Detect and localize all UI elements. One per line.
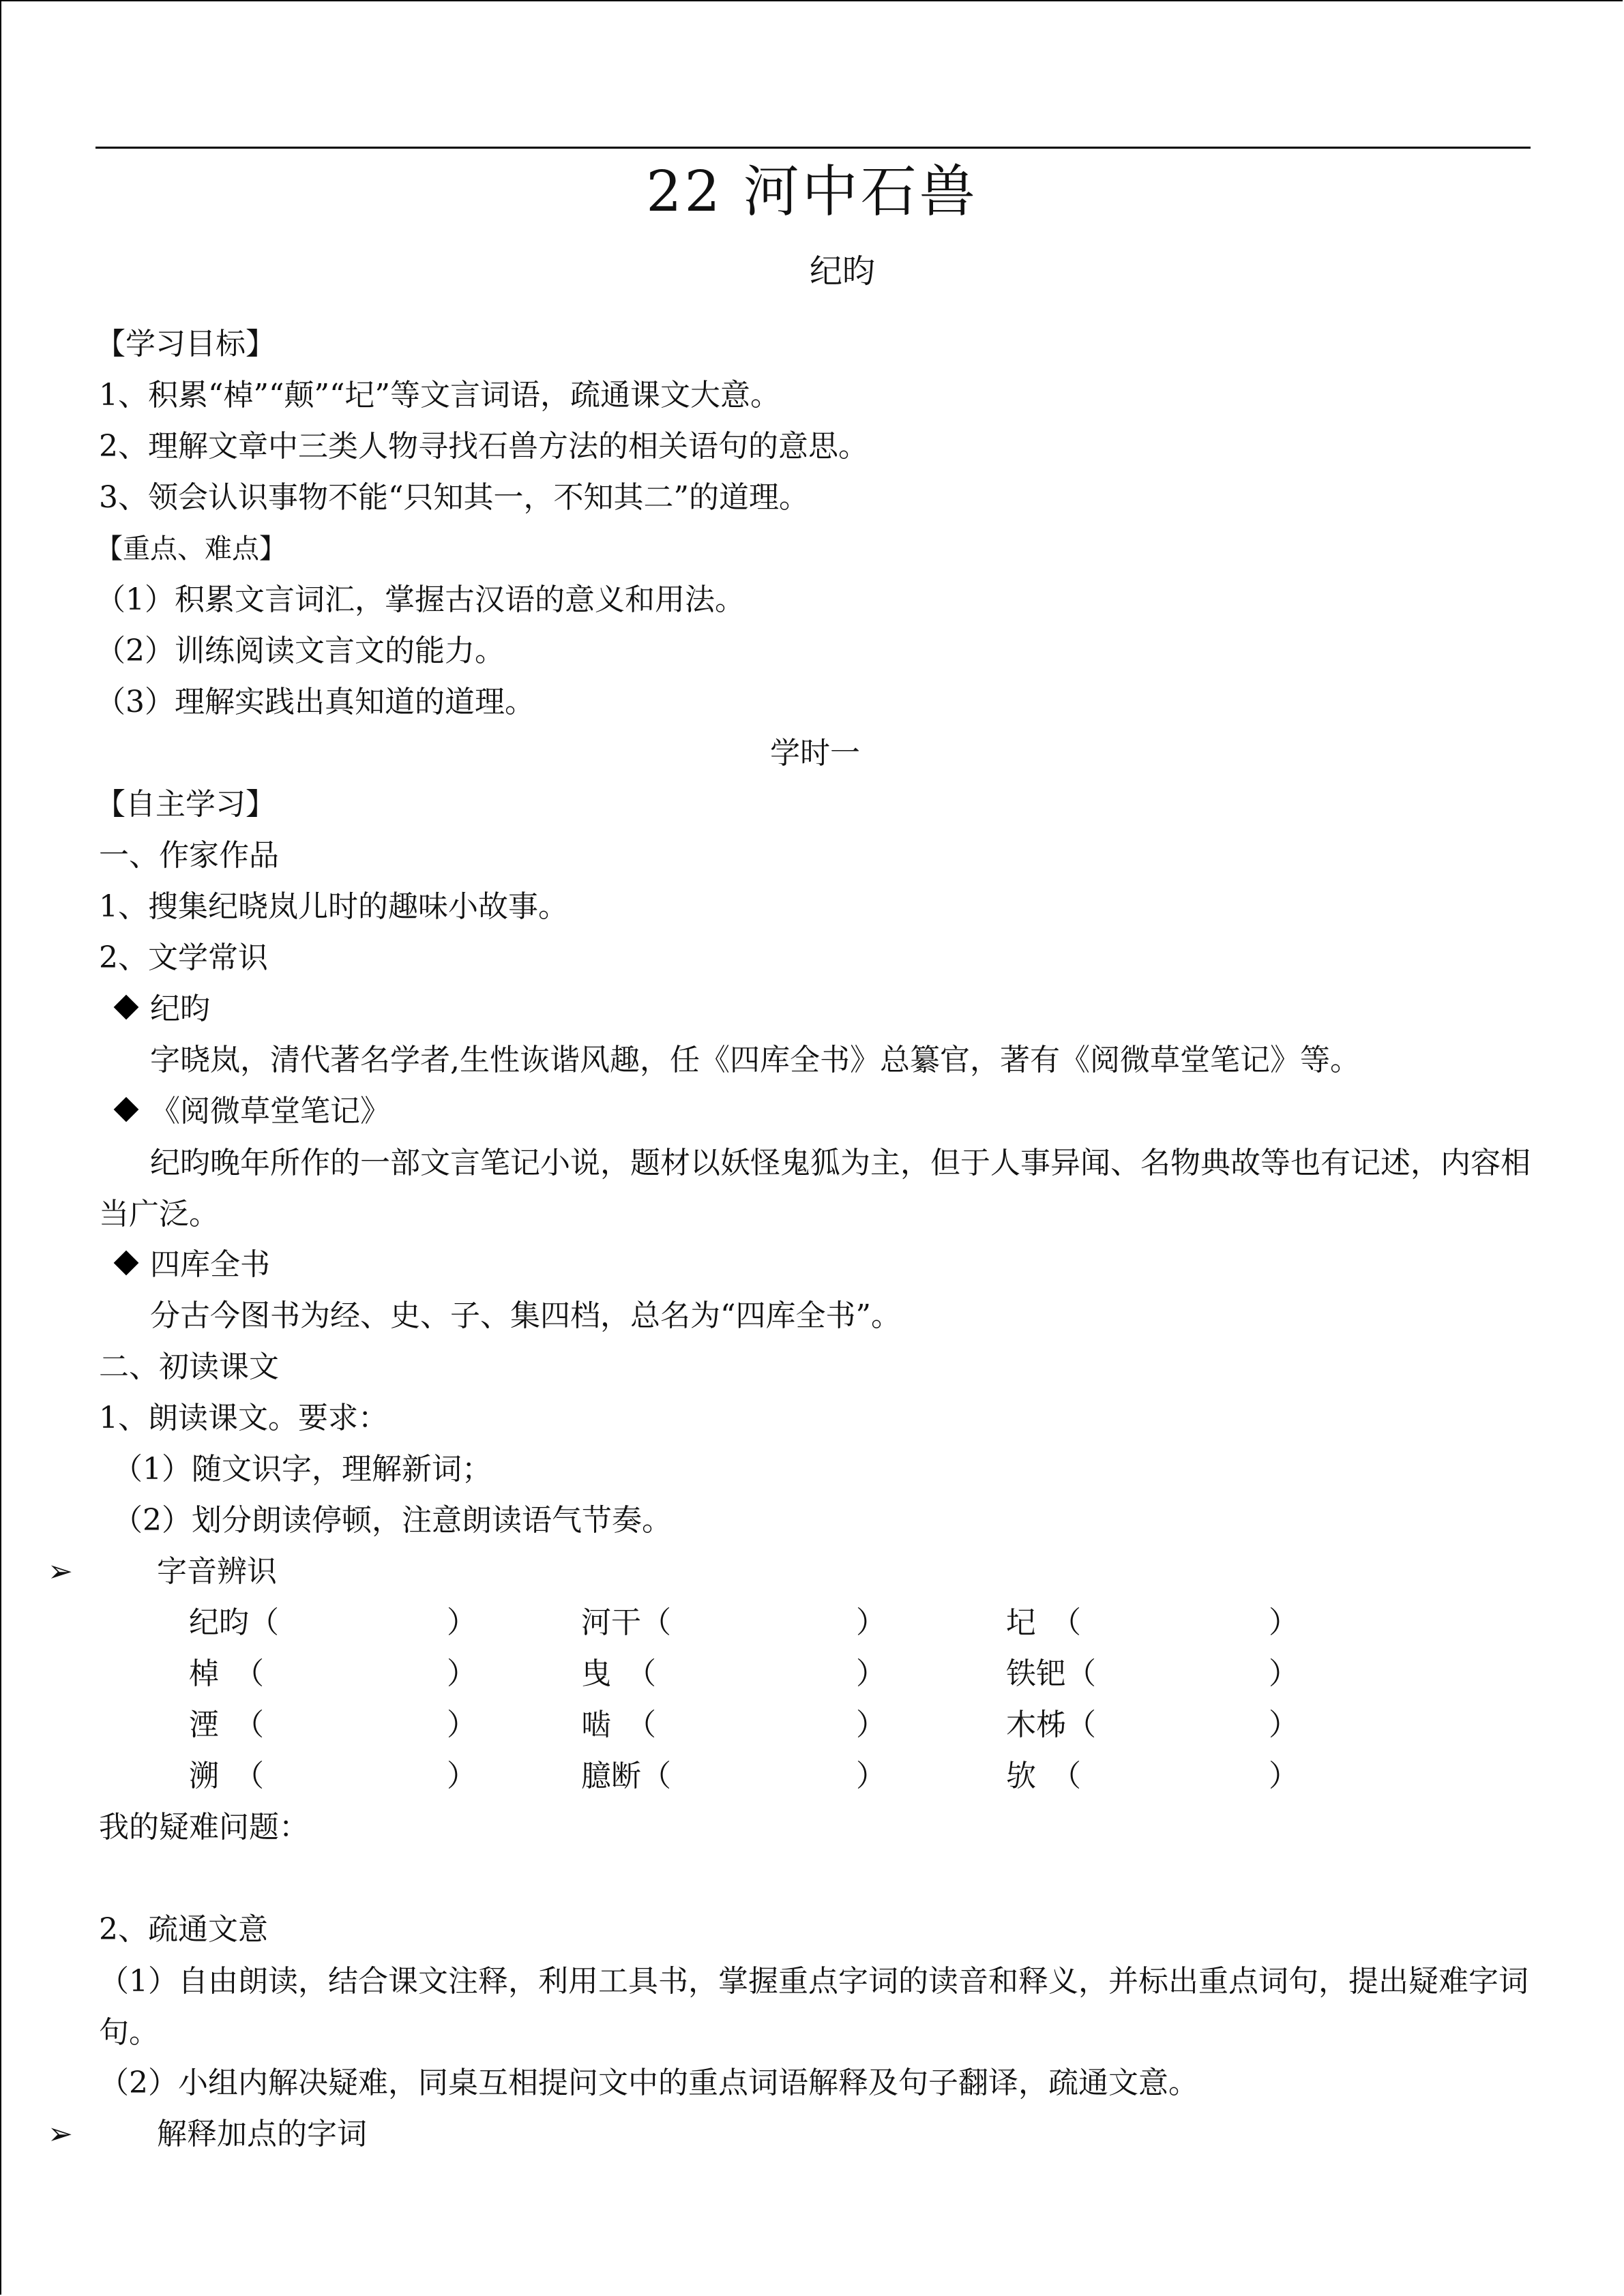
fluency-text: （1）自由朗读，结合课文注释，利用工具书，掌握重点字词的读音和释义，并标出重点词句，提出疑难字词句。 <box>99 1964 1529 2050</box>
header-rule <box>95 147 1531 149</box>
pinyin-cell: 溯 （ <box>189 1759 264 1793</box>
questions-label: 我的疑难问题： <box>99 1810 309 1845</box>
pinyin-cell: ） <box>856 1708 886 1742</box>
pinyin-cell: 啮 （ <box>581 1708 656 1742</box>
pinyin-cell: 湮 （ <box>189 1708 264 1742</box>
lit-term: 《阅微草堂笔记》 <box>117 1091 390 1132</box>
pinyin-cell: 棹 （ <box>189 1656 264 1691</box>
pinyin-cell: ） <box>856 1605 886 1640</box>
pinyin-cell: ） <box>447 1708 477 1742</box>
arrow-bullet-icon: ➢ <box>48 2117 73 2151</box>
diamond-bullet-icon <box>114 1251 139 1276</box>
lit-term: 四库全书 <box>117 1244 270 1285</box>
part1-heading: 一、作家作品 <box>99 838 279 873</box>
pinyin-cell: ） <box>856 1759 886 1793</box>
pinyin-cell: 臆断（ <box>581 1759 671 1793</box>
part2-heading: 二、初读课文 <box>99 1350 279 1384</box>
pinyin-cell: 曳 （ <box>581 1656 656 1691</box>
pinyin-cell: ） <box>1269 1708 1299 1742</box>
pinyin-cell: ） <box>1269 1605 1299 1640</box>
goals-heading: 【学习目标】 <box>95 327 276 361</box>
author-name: 纪昀 <box>809 252 875 290</box>
key-point: （3）理解实践出真知道的道理。 <box>95 685 535 719</box>
page-title: 22 河中石兽 <box>646 160 978 224</box>
fluency-text: （2）小组内解决疑难，同桌互相提问文中的重点词语解释及句子翻译，疏通文意。 <box>99 2066 1198 2100</box>
key-heading: 【重点、难点】 <box>95 533 286 565</box>
lit-text: 纪昀晚年所作的一部文言笔记小说，题材以妖怪鬼狐为主，但于人事异闻、名物典故等也有记述，内容相当广泛。 <box>99 1146 1531 1232</box>
pronounce-heading: 字音辨识 <box>157 1554 277 1589</box>
goal-item: 3、领会认识事物不能“只知其一，不知其二”的道理。 <box>99 480 809 515</box>
fluency-heading: 2、疏通文意 <box>99 1912 268 1947</box>
pinyin-cell: 河干（ <box>581 1605 671 1640</box>
explain-heading: 解释加点的字词 <box>157 2117 367 2151</box>
pinyin-cell: ） <box>1269 1656 1299 1691</box>
goal-item: 2、理解文章中三类人物寻找石兽方法的相关语句的意思。 <box>99 429 868 464</box>
lit-text: 分古今图书为经、史、子、集四档，总名为“四库全书”。 <box>150 1298 901 1333</box>
pinyin-cell: ） <box>447 1605 477 1640</box>
part1-item: 1、搜集纪晓岚儿时的趣味小故事。 <box>99 889 568 924</box>
pinyin-cell: 木柹（ <box>1006 1708 1096 1742</box>
goal-item: 1、积累“棹”“颠”“圮”等文言词语，疏通课文大意。 <box>99 378 780 413</box>
lesson-label: 学时一 <box>770 736 860 771</box>
diamond-bullet-icon <box>114 1097 139 1122</box>
pinyin-cell: 圮 （ <box>1006 1605 1081 1640</box>
arrow-bullet-icon: ➢ <box>48 1554 73 1589</box>
read-requirement: （2）划分朗读停顿，注意朗读语气节奏。 <box>113 1503 672 1538</box>
pinyin-cell: ） <box>1269 1759 1299 1793</box>
diamond-bullet-icon <box>114 995 139 1020</box>
pinyin-cell: ） <box>447 1656 477 1691</box>
key-point: （2）训练阅读文言文的能力。 <box>95 633 505 668</box>
pinyin-cell: ） <box>447 1759 477 1793</box>
pinyin-cell: 纪昀（ <box>189 1605 279 1640</box>
key-point: （1）积累文言词汇，掌握古汉语的意义和用法。 <box>95 582 745 617</box>
pinyin-cell: 欤 （ <box>1006 1759 1081 1793</box>
pinyin-cell: 铁钯（ <box>1006 1656 1096 1691</box>
part1-item: 2、文学常识 <box>99 940 268 975</box>
read-requirement: （1）随文识字，理解新词； <box>113 1452 492 1487</box>
pinyin-cell: ） <box>856 1656 886 1691</box>
read-item: 1、朗读课文。要求： <box>99 1401 388 1435</box>
self-study-heading: 【自主学习】 <box>95 787 276 822</box>
lit-text: 字晓岚，清代著名学者,生性诙谐风趣，任《四库全书》总纂官，著有《阅微草堂笔记》等。 <box>150 1043 1360 1077</box>
lit-term: 纪昀 <box>117 989 210 1030</box>
